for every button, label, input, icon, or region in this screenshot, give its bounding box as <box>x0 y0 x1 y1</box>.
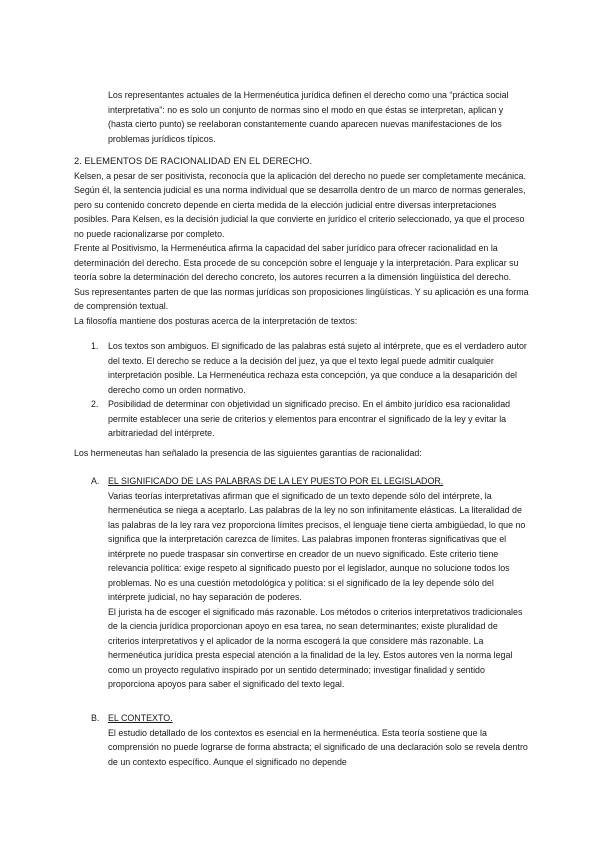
list-number: 2. <box>91 399 99 409</box>
guarantee-letter: A. <box>91 476 100 486</box>
guarantees-intro <box>74 446 530 461</box>
guarantee-b-paragraph: El estudio detallado de los contextos es esencial en la hermenéutica. Esta teoría sostiene que la comprensión no puede lograrse de forma abstracta; el significado de una declaración solo se revela dentro de un contexto específico. Aunque el significado no depende <box>108 727 528 767</box>
list-item-text: Posibilidad de determinar con objetividad un significado preciso. En el ámbito jurídico esa racionalidad permite establecer una serie de criterios y elementos para encontrar el significado de la ley y evitar la arbitrariedad del intérprete. <box>108 399 511 438</box>
guarantee-a-body <box>74 489 530 692</box>
list-item-text: Los textos son ambiguos. El significado de las palabras está sujeto al intérprete, que es el verdadero autor del texto. El derecho se reduce a la decisión del juez, ya que el texto legal puede admitir cualquier interpretación posible. La Hermenéutica rechaza esta concepción, ya que conduce a la desaparición del derecho como un orden normativo. <box>108 341 527 395</box>
section-2 <box>74 154 530 328</box>
section-2-heading: 2. ELEMENTOS DE RACIONALIDAD EN EL DERECHO. <box>74 155 313 166</box>
guarantee-title-text: EL SIGNIFICADO DE LAS PALABRAS DE LA LEY PUESTO POR EL LEGISLADOR. <box>108 476 444 486</box>
guarantees-intro-text: Los hermeneutas han señalado la presencia de las siguientes garantías de racionalidad: <box>74 448 422 458</box>
guarantee-b <box>74 711 530 769</box>
list-item <box>74 339 530 397</box>
guarantee-a-title <box>74 474 530 489</box>
posturas-intro: La filosofía mantiene dos posturas acerca de la interpretación de textos: <box>74 315 358 326</box>
postures-list <box>74 339 530 441</box>
guarantee-b-title <box>74 711 530 726</box>
intro-paragraph <box>108 88 528 146</box>
guarantee-a <box>74 474 530 692</box>
guarantee-a-paragraph: El jurista ha de escoger el significado más razonable. Los métodos o criterios interpretativos tradicionales de la ciencia jurídica proporcionan apoyo en esa tarea, no sean determinantes; existe pluralidad de criterios interpretativos y el aplicador de la norma escogerá la que considere más razonable. La hermenéutica jurídica presta especial atención a la finalidad de la ley. Estos autores ven la norma legal como un proyecto regulativo inspirado por un sentido determinado; investigar finalidad y sentido proporciona apoyos para saber el significado del texto legal. <box>108 606 523 689</box>
hermeneutica-paragraph: Frente al Positivismo, la Hermenéutica afirma la capacidad del saber jurídico para ofrecer racionalidad en la determinación del derecho. Esta procede de su concepción sobre el lenguaje y la interpretación. Para explicar su teoría sobre la determinación del derecho concreto, los autores recurren a la dimensión lingüística del derecho. <box>74 243 519 282</box>
guarantee-a-paragraph: Varias teorías interpretativas afirman que el significado de un texto depende sólo del intérprete, la hermenéutica se niega a aceptarlo. Las palabras de la ley no son infinitamente elásticas. La literalidad de las palabras de la ley rara vez proporciona límites precisos, el lenguaje tiene cierta ambigüedad, lo que no significa que la interpretación carezca de límites. Las palabras imponen fronteras significativas que el intérprete no puede traspasar sin convertirse en creador de un nuevo significado. Este criterio tiene relevancia política: exige respeto al significado puesto por el legislador, aunque no solucione todos los problemas. No es una cuestión metodológica y política: si el significado de la ley depende sólo del intérprete judicial, no hay separación de poderes. <box>108 490 526 602</box>
representantes-paragraph: Sus representantes parten de que las normas jurídicas son proposiciones lingüísticas. Y su aplicación es una forma de comprensión textual. <box>74 286 529 311</box>
list-item <box>74 397 530 441</box>
guarantee-b-body <box>74 726 530 770</box>
list-number: 1. <box>91 341 99 351</box>
guarantee-title-text: EL CONTEXTO. <box>108 713 173 723</box>
guarantee-letter: B. <box>91 713 100 723</box>
kelsen-paragraph: Kelsen, a pesar de ser positivista, reconocía que la aplicación del derecho no puede ser completamente mecánica. Según él, la sentencia judicial es una norma individual que se desarrolla dentro de un marco de normas generales, pero su contenido concreto depende en cierta medida de la elección judicial entre diversas interpretaciones posibles. Para Kelsen, es la decisión judicial la que convierte en jurídico el criterio seleccionado, ya que el proceso no puede racionalizarse por completo. <box>74 170 526 239</box>
intro-text: Los representantes actuales de la Hermenéutica jurídica definen el derecho como una “práctica social interpretativa”: no es solo un conjunto de normas sino el modo en que éstas se interpretan, aplican y (hasta cierto punto) se reelaboran constantemente cuando aparecen nuevas manifestaciones de los problemas jurídicos típicos. <box>108 90 509 144</box>
